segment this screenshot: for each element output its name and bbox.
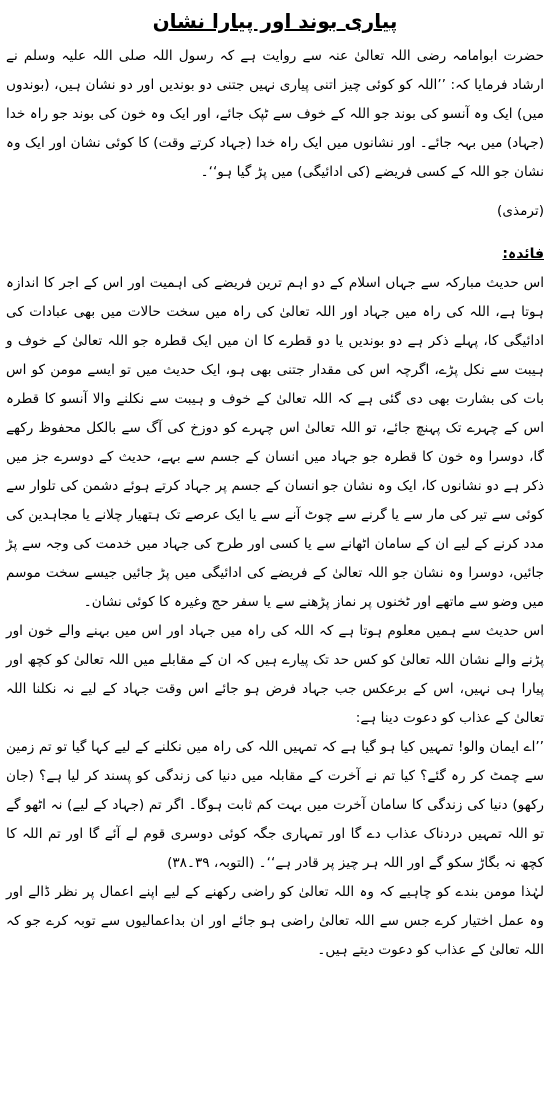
conclusion-paragraph: لہٰذا مومن بندے کو چاہیے کہ وہ اللہ تعالیٰ کو راضی رکھنے کے لیے اپنے اعمال پر نظر ڈالے اور وہ عمل اختیار کرے جس سے اللہ تعالیٰ راضی ہو جائے اور ان بداعمالیوں سے توبہ کرے جو کہ اللہ تعالیٰ کے عذاب کو دعوت دیتے ہیں۔ [6, 884, 544, 958]
hadith-text: حضرت ابوامامہ رضی اللہ تعالیٰ عنہ سے روایت ہے کہ رسول اللہ صلی اللہ علیہ وسلم نے ارشاد فرمایا کہ: ’’اللہ کو کوئی چیز اتنی پیاری نہیں جتنی دو بوندیں اور دو نشان ہیں، (بوندوں میں) ایک وہ آنسو کی بوند جو اللہ کے خوف سے ٹپک جائے، اور ایک وہ خون کی بوند جو راہ خدا (جہاد) میں بہہ جائے۔ اور نشانوں میں ایک راہ خدا (جہاد کرتے وقت) کا کوئی نشان اور ایک وہ نشان جو اللہ کے کسی فریضے (کی ادائیگی) میں پڑ گیا ہو‘‘۔ [6, 48, 544, 180]
article [6, 6, 544, 965]
quran-quote: ’’اے ایمان والو! تمہیں کیا ہو گیا ہے کہ تمہیں اللہ کی راہ میں نکلنے کے لیے کہا گیا تو تم زمین سے چمٹ کر رہ گئے؟ کیا تم نے آخرت کے مقابلہ میں دنیا کی زندگی کو پسند کر لیا ہے؟ (جان رکھو) دنیا کی زندگی کا سامان آخرت میں بہت کم ثابت ہوگا۔ اگر تم (جہاد کے لیے) نہ اٹھو گے تو اللہ تمہیں دردناک عذاب دے گا اور تمہاری جگہ کوئی دوسری قوم لے آئے گا اور تم اللہ کا کچھ نہ بگاڑ سکو گے اور اللہ ہر چیز پر قادر ہے‘‘۔ (التوبہ، ۳۹۔۳۸) [6, 739, 544, 871]
commentary-paragraph: اس حدیث مبارکہ سے جہاں اسلام کے دو اہم ترین فریضے کی اہمیت اور اس کے اجر کا اندازہ ہوتا ہے، اللہ کی راہ میں جہاد اور اللہ تعالیٰ کی راہ میں سخت حالات میں بھی عبادات کی ادائیگی کا، پہلے ذکر ہے دو بوندیں یا دو قطرے کا ان میں ایک قطرہ جو اللہ تعالیٰ کے خوف و ہیبت سے نکل پڑے، اگرچہ اس کی مقدار جتنی بھی ہو، ایک حدیث میں تو ایسے مومن کو اس بات کی بشارت بھی دی گئی ہے کہ اللہ تعالیٰ کے خوف و ہیبت سے نکلنے والا آنسو کا قطرہ اس کے چہرے تک پہنچ جائے، تو اللہ تعالیٰ اس چہرے کو دوزخ کی آگ سے بالکل محفوظ رکھے گا، دوسرا وہ خون کا قطرہ جو جہاد میں انسان کے جسم سے بہے، حدیث کے دوسرے جز میں ذکر ہے دو نشانوں کا، ایک وہ نشان جو انسان کے جسم پر جہاد کرتے ہوئے دشمن کی تلوار سے کوئی سے تیر کی مار سے یا گرنے سے چوٹ آنے سے یا ایک عرصے تک ہتھیار چلانے یا مجاہدین کی مدد کرنے کے لیے ان کے سامان اٹھانے سے یا کسی اور طرح کی جہاد میں خدمت کی وجہ سے پڑ جائیں، دوسرا وہ نشان جو اللہ تعالیٰ کے فریضے کی ادائیگی میں پڑ جائیں جیسے سخت موسم میں وضو سے ماتھے اور ٹخنوں پر نماز پڑھنے سے یا سفر حج وغیرہ کا کوئی نشان۔ [6, 275, 544, 610]
page-title: پیاری بوند اور پیارا نشان [152, 9, 398, 33]
faida-heading: فائدہ: [502, 246, 544, 262]
hadith-source: (ترمذی) [497, 203, 544, 219]
commentary-paragraph: اس حدیث سے ہمیں معلوم ہوتا ہے کہ اللہ کی راہ میں جہاد اور اس میں بہنے والے خون اور پڑنے والے نشان اللہ تعالیٰ کو کس حد تک پیارے ہیں کہ ان کے مقابلے میں اللہ تعالیٰ کو کچھ اور پیارا ہی نہیں، اس کے برعکس جب جہاد فرض ہو جائے اس وقت جہاد کے لیے نہ نکلنا اللہ تعالیٰ کے عذاب کو دعوت دینا ہے: [6, 623, 544, 726]
